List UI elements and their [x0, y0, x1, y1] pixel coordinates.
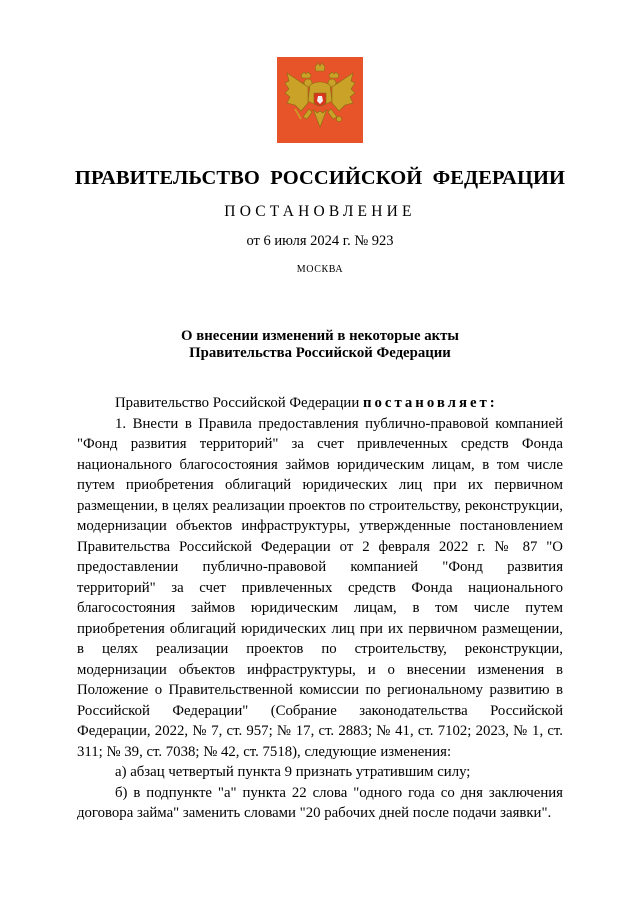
- paragraph-1: 1. Внести в Правила предоставления публично-правовой компанией "Фонд развития территорий" за счет привлеченных средств Фонда национального благосостояния займов юридическим лицам, в том числе путем приобретения облигаций юридических лиц при их первичном размещении, в целях реализации проектов по строительству, реконструкции, модернизации объектов инфраструктуры, утвержденные постановлением Правительства Российской Федерации от 2 февраля 2022 г. № 87 "О предоставлении публично-правовой компанией "Фонд развития территорий" за счет привлеченных средств Фонда национального благосостояния займов юридическим лицам, в том числе путем приобретения облигаций юридических лиц при их первичном размещении, в целях реализации проектов по строительству, реконструкции, модернизации объектов инфраструктуры, и о внесении изменения в Положение о Правительственной комиссии по региональному развитию в Российской Федерации" (Собрание законодательства Российской Федерации, 2022, № 7, ст. 957; № 17, ст. 2883; № 41, ст. 7102; 2023, № 1, ст. 311; № 39, ст. 7038; № 42, ст. 7518), следующие изменения:: [77, 415, 563, 760]
- paragraph-b: б) в подпункте "а" пункта 22 слова "одного года со дня заключения договора займа" заменить словами "20 рабочих дней после подачи заявки".: [77, 784, 563, 821]
- document-date-number: от 6 июля 2024 г. № 923: [246, 233, 394, 249]
- paragraph-a: а) абзац четвертый пункта 9 признать утратившим силу;: [115, 764, 471, 780]
- intro-text: Правительство Российской Федерации: [115, 395, 363, 411]
- document-heading: [0, 328, 640, 362]
- heading-line-2: Правительства Российской Федерации: [189, 345, 451, 361]
- intro-paragraph: [77, 393, 563, 414]
- coat-of-arms-emblem: [277, 57, 363, 143]
- government-title: ПРАВИТЕЛЬСТВО РОССИЙСКОЙ ФЕДЕРАЦИИ: [74, 167, 566, 189]
- document-body: [77, 393, 563, 824]
- russian-coat-of-arms-icon: [277, 57, 363, 143]
- intro-emphasis: постановляет:: [362, 395, 498, 411]
- document-type: ПОСТАНОВЛЕНИЕ: [224, 203, 416, 220]
- document-city: МОСКВА: [296, 264, 344, 275]
- heading-line-1: О внесении изменений в некоторые акты: [181, 328, 459, 344]
